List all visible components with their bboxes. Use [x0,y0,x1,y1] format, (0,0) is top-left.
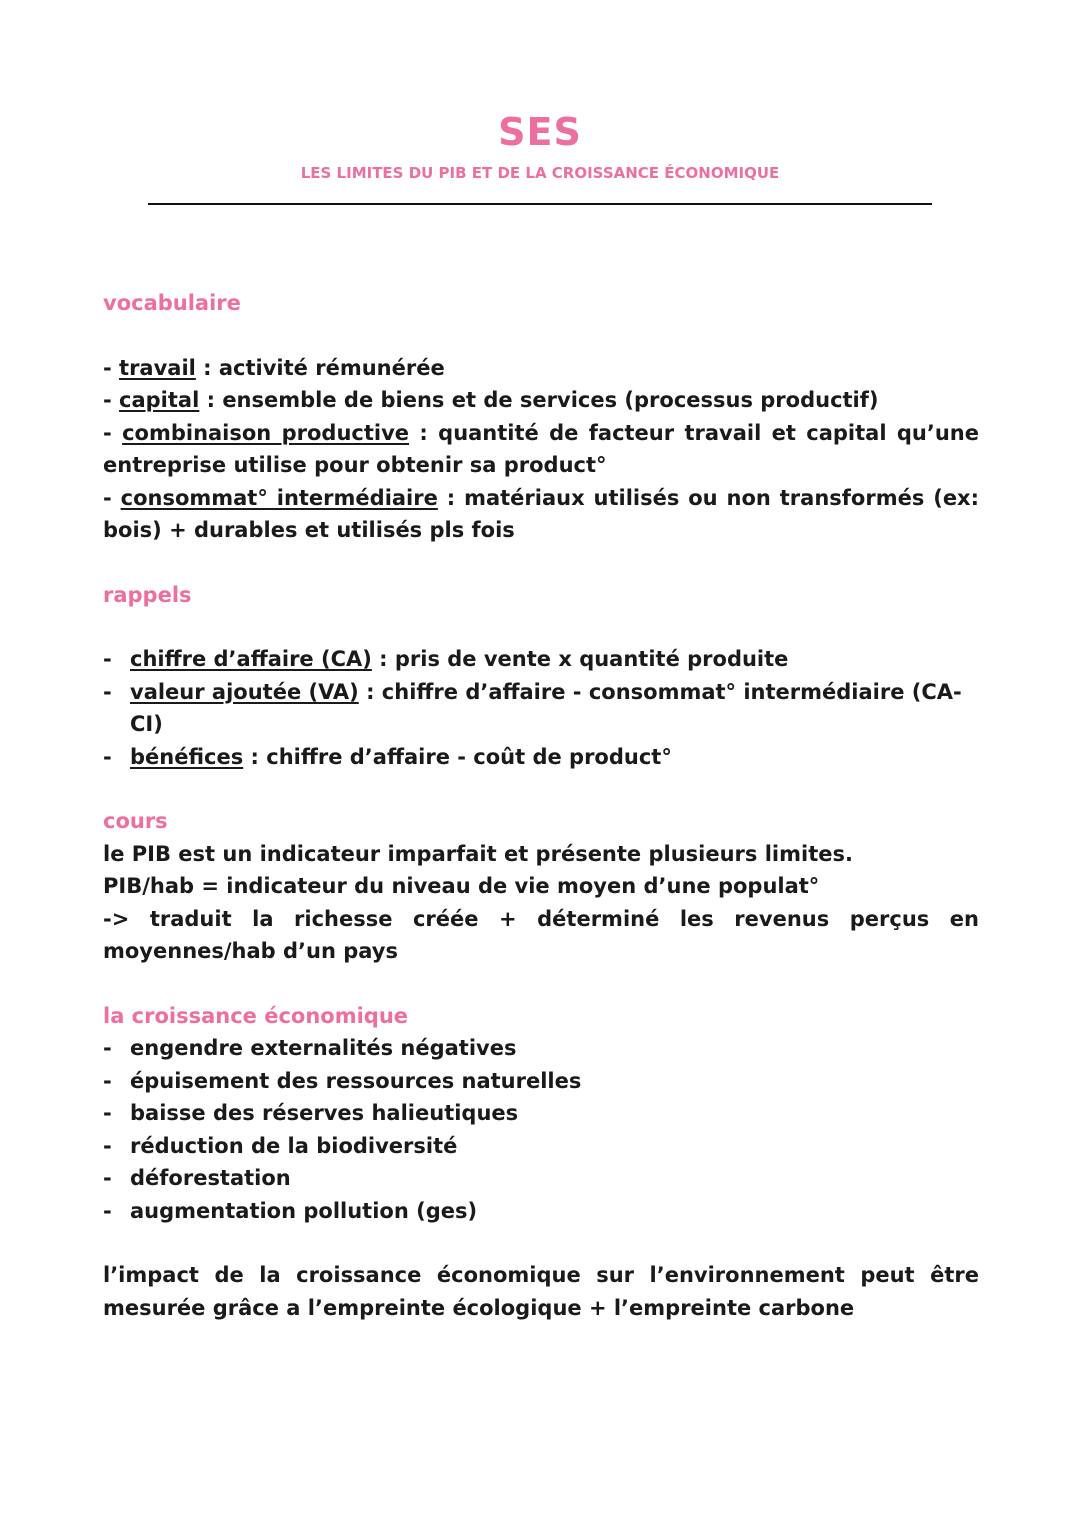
definition: : quantité de facteur travail et capital qu’une entreprise utilise pour obtenir sa product° [103,420,979,477]
cours-line-2: PIB/hab = indicateur du niveau de vie moyen d’une populat° [103,874,820,898]
definition: : ensemble de biens et de services (processus productif) [199,388,879,412]
list-item: - engendre externalités négatives [103,1032,979,1065]
vocabulaire-list [103,352,979,547]
term: travail [119,355,196,380]
term: consommat° intermédiaire [120,485,438,510]
list-item: - combinaison productive : quantité de facteur travail et capital qu’une entreprise utilise pour obtenir sa product° [103,420,979,477]
section-heading-vocabulaire: vocabulaire [103,291,241,315]
list-item: - réduction de la biodiversité [103,1130,979,1163]
term: bénéfices [130,744,244,769]
list-item: - capital : ensemble de biens et de services (processus productif) [103,388,879,412]
list-item: - augmentation pollution (ges) [103,1195,979,1228]
section-heading-croissance: la croissance économique [103,1003,409,1028]
list-item: - baisse des réserves halieutiques [103,1097,979,1130]
definition: : chiffre d’affaire - consommat° intermédiaire (CA-CI) [130,679,962,736]
term: combinaison productive [122,420,410,445]
list-item [103,676,979,741]
section-heading-cours: cours [103,809,168,833]
croissance-list [103,1032,979,1227]
notes-content [103,287,979,1324]
list-item [103,741,979,774]
section-heading-rappels: rappels [103,582,192,607]
definition: : matériaux utilisés ou non transformés (ex: bois) + durables et utilisés pls fois [103,485,979,542]
list-item: - épuisement des ressources naturelles [103,1065,979,1098]
definition: : activité rémunérée [195,355,445,380]
page-subtitle: LES LIMITES DU PIB ET DE LA CROISSANCE ÉCONOMIQUE [300,164,780,182]
term: capital [119,388,200,412]
cours-line-1: le PIB est un indicateur imparfait et présente plusieurs limites. [103,841,853,866]
page-title: SES [498,110,582,154]
list-item: - déforestation [103,1162,979,1195]
term: valeur ajoutée (VA) [130,679,359,704]
rappels-list [103,643,979,773]
list-item: - consommat° intermédiaire : matériaux utilisés ou non transformés (ex: bois) + durables et utilisés pls fois [103,485,979,542]
list-item [103,643,979,676]
conclusion-paragraph: l’impact de la croissance économique sur l’environnement peut être mesurée grâce a l’empreinte écologique + l’empreinte carbone [103,1263,979,1320]
list-item: - travail : activité rémunérée [103,355,445,380]
cours-line-3: -> traduit la richesse créée + déterminé les revenus perçus en moyennes/hab d’un pays [103,906,979,963]
header-divider [148,203,932,205]
definition: : chiffre d’affaire - coût de product° [243,744,672,769]
definition: : pris de vente x quantité produite [371,647,789,671]
term: chiffre d’affaire (CA) [130,647,372,671]
